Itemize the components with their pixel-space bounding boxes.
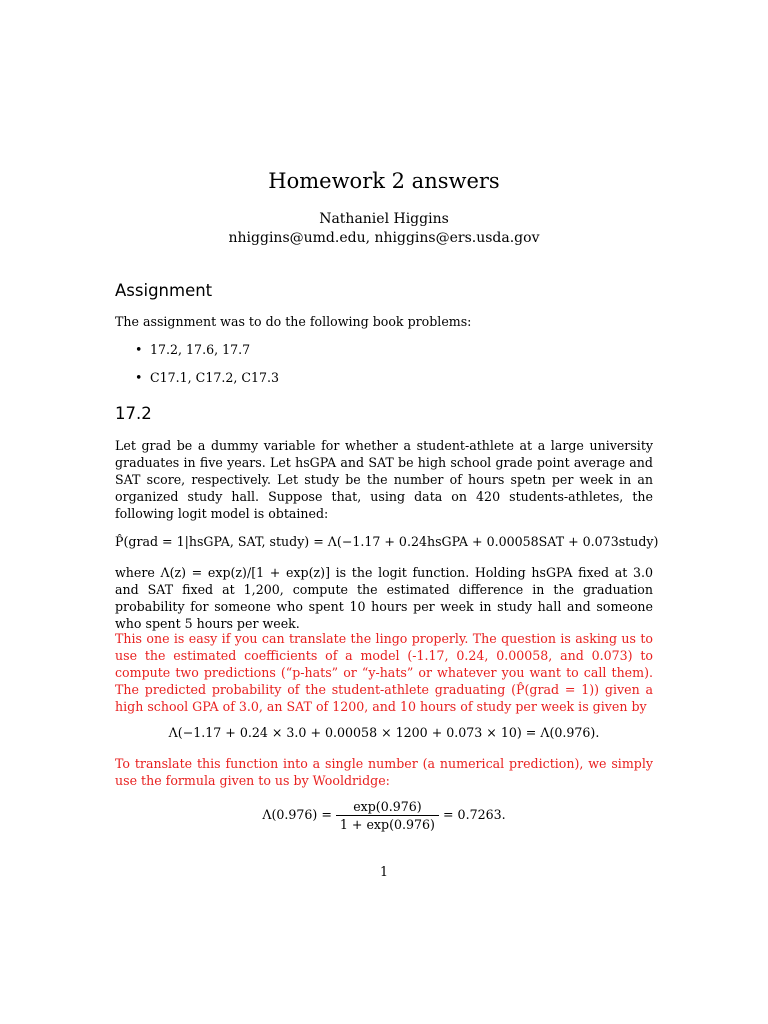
author-name: Nathaniel Higgins <box>319 211 449 227</box>
problem-statement: Let grad be a dummy variable for whether a student-athlete at a large university graduates in five years. Let hsGPA and SAT be high school grade point average and SAT score, respectively. Let study be the number of hours spetn per week in an organized study hall. Suppose that, using data on 420 students-athletes, the following logit model is obtained: <box>115 438 653 521</box>
document-title: Homework 2 answers <box>268 169 500 193</box>
answer-paragraph: This one is easy if you can translate the lingo properly. The question is asking us to use the estimated coefficients of a model (-1.17, 0.24, 0.00058, and 0.073) to compute two predictions (“p-hats” or “y-hats” or whatever you want to call them). The predicted probability of the student-athlete graduating (P̂(grad = 1)) given a high school GPA of 3.0, an SAT of 1200, and 10 hours of study per week is given by <box>115 631 653 714</box>
assignment-intro: The assignment was to do the following book problems: <box>115 314 472 329</box>
problem-heading: 17.2 <box>115 404 152 423</box>
problem-question: where Λ(z) = exp(z)/[1 + exp(z)] is the logit function. Holding hsGPA fixed at 3.0 and SAT fixed at 1,200, compute the estimated difference in the graduation probability for someone who spent 10 hours per week in study hall and someone who spent 5 hours per week. <box>115 565 653 631</box>
model-equation: P̂(grad = 1|hsGPA, SAT, study) = Λ(−1.17 + 0.24hsGPA + 0.00058SAT + 0.073study) <box>115 534 659 549</box>
page-number: 1 <box>379 864 388 879</box>
list-item: • C17.1, C17.2, C17.3 <box>135 369 279 397</box>
formula-numerator: exp(0.976) <box>336 799 439 816</box>
problem-list <box>135 341 279 397</box>
formula-lhs: Λ(0.976) = <box>262 807 332 822</box>
assignment-heading: Assignment <box>115 281 213 300</box>
prediction-equation: Λ(−1.17 + 0.24 × 3.0 + 0.00058 × 1200 + 0.073 × 10) = Λ(0.976). <box>168 725 600 740</box>
formula-rhs: = 0.7263. <box>443 807 506 822</box>
author-emails: nhiggins@umd.edu, nhiggins@ers.usda.gov <box>228 230 540 246</box>
formula-fraction <box>336 799 439 832</box>
answer-followup: To translate this function into a single number (a numerical prediction), we simply use the formula given to us by Wooldridge: <box>115 756 653 788</box>
logit-formula <box>115 799 653 832</box>
formula-denominator: 1 + exp(0.976) <box>339 817 435 832</box>
list-item: • 17.2, 17.6, 17.7 <box>135 341 279 369</box>
author-block <box>0 210 768 248</box>
